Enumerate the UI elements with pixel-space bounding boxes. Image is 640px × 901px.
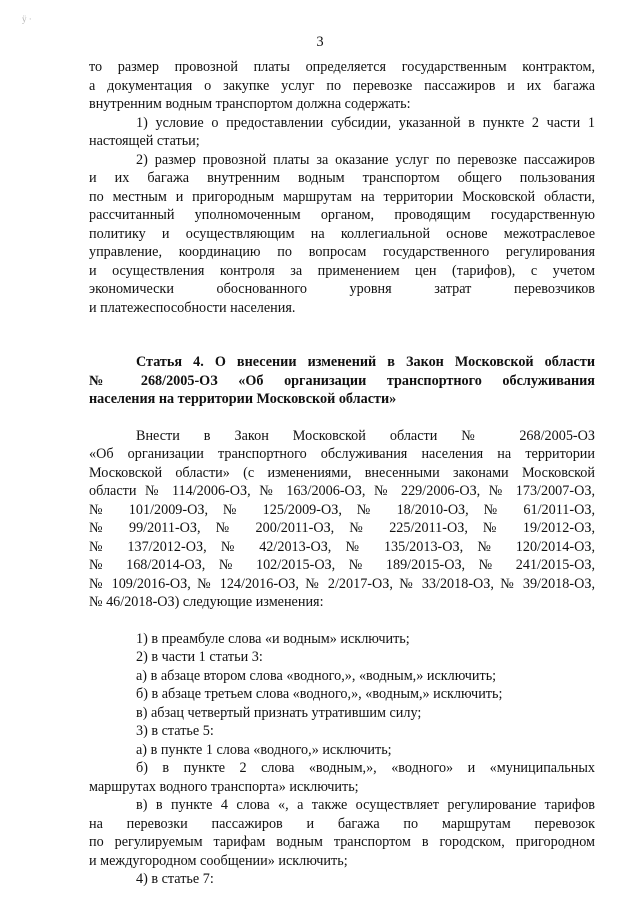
text-line: экономически обоснованного уровня затрат перевозчиков — [89, 281, 595, 297]
scan-artifact: ÿ · — [22, 14, 32, 24]
intro-item-1 — [89, 114, 595, 151]
text-line: № 168/2014-ОЗ, № 102/2015-ОЗ, № 189/2015-ОЗ, № 241/2015-ОЗ, — [89, 557, 595, 573]
text-line: № 46/2018-ОЗ) следующие изменения: — [89, 594, 324, 610]
intro-paragraph — [89, 58, 595, 114]
text-line: 2) размер провозной платы за оказание услуг по перевозке пассажиров — [136, 151, 595, 168]
text-line: № 101/2009-ОЗ, № 125/2009-ОЗ, № 18/2010-ОЗ, № 61/2011-ОЗ, — [89, 501, 595, 518]
text-line: по регулируемым тарифам водным транспортом в городском, пригородном — [89, 834, 595, 850]
text-line: политику и осуществляющим на коллегиальной основе межотраслевое — [89, 225, 595, 242]
text-line: и междугородном сообщении» исключить; — [89, 852, 348, 869]
text-line: внутренним водным транспортом должна содержать: — [89, 96, 411, 112]
list-item: 3) в статье 5: — [136, 723, 214, 739]
text-line: на перевозки пассажиров и багажа по маршрутам перевозок — [89, 815, 595, 832]
text-line: рассчитанный уполномоченным органом, проводящим государственную — [89, 207, 595, 223]
text-line: и их багажа внутренним водным транспортом общего пользования — [89, 170, 595, 186]
text-line: и осуществления контроля за применением цен (тарифов), с учетом — [89, 262, 595, 279]
list-item: 1) в преамбуле слова «и водным» исключить; — [136, 630, 410, 647]
list-item — [89, 759, 595, 796]
text-line: настоящей статьи; — [89, 133, 200, 149]
text-line: № 137/2012-ОЗ, № 42/2013-ОЗ, № 135/2013-ОЗ, № 120/2014-ОЗ, — [89, 538, 595, 555]
text-line: б) в пункте 2 слова «водным,», «водного» и «муниципальных — [136, 760, 595, 776]
heading-line: Статья 4. О внесении изменений в Закон Московской области — [136, 354, 595, 370]
page-number: 3 — [316, 34, 324, 50]
text-line: «Об организации транспортного обслуживания населения на территории — [89, 446, 595, 462]
text-line: 1) условие о предоставлении субсидии, указанной в пункте 2 части 1 — [136, 114, 595, 131]
text-line: то размер провозной платы определяется государственным контрактом, — [89, 59, 595, 75]
text-line: маршрутах водного транспорта» исключить; — [89, 778, 359, 795]
list-item: б) в абзаце третьем слова «водного,», «водным,» исключить; — [136, 686, 503, 702]
text-line: № 109/2016-ОЗ, № 124/2016-ОЗ, № 2/2017-ОЗ, № 33/2018-ОЗ, № 39/2018-ОЗ, — [89, 575, 595, 592]
text-line: управление, координацию по вопросам государственного регулирования — [89, 244, 595, 260]
text-line: № 99/2011-ОЗ, № 200/2011-ОЗ, № 225/2011-ОЗ, № 19/2012-ОЗ, — [89, 520, 595, 536]
text-line: Московской области» (с изменениями, внесенными законами Московской — [89, 464, 595, 481]
article-heading — [89, 353, 595, 409]
list-item: а) в абзаце втором слова «водного,», «водным,» исключить; — [136, 667, 497, 684]
heading-line: № 268/2005-ОЗ «Об организации транспортного обслуживания — [89, 372, 595, 389]
list-item — [89, 796, 595, 870]
list-item: а) в пункте 1 слова «водного,» исключить; — [136, 741, 392, 758]
list-item: 4) в статье 7: — [136, 871, 214, 887]
list-item: в) абзац четвертый признать утратившим силу; — [136, 704, 422, 721]
heading-line: населения на территории Московской области» — [89, 391, 397, 407]
spacer — [89, 612, 595, 630]
list-item: 2) в части 1 статьи 3: — [136, 649, 263, 665]
text-line: и платежеспособности населения. — [89, 299, 296, 316]
spacer — [89, 409, 595, 427]
text-line: а документация о закупке услуг по перевозке пассажиров и их багажа — [89, 77, 595, 94]
intro-item-2 — [89, 151, 595, 318]
changes-list — [89, 630, 595, 889]
text-line: области № 114/2006-ОЗ, № 163/2006-ОЗ, № 229/2006-ОЗ, № 173/2007-ОЗ, — [89, 483, 595, 499]
spacer — [89, 317, 595, 335]
text-line: по местным и пригородным маршрутам на территории Московской области, — [89, 188, 595, 205]
document-body — [89, 58, 595, 889]
text-line: Внести в Закон Московской области № 268/2005-ОЗ — [136, 427, 595, 444]
text-line: в) в пункте 4 слова «, а также осуществляет регулирование тарифов — [136, 797, 595, 813]
amendment-paragraph — [89, 427, 595, 612]
